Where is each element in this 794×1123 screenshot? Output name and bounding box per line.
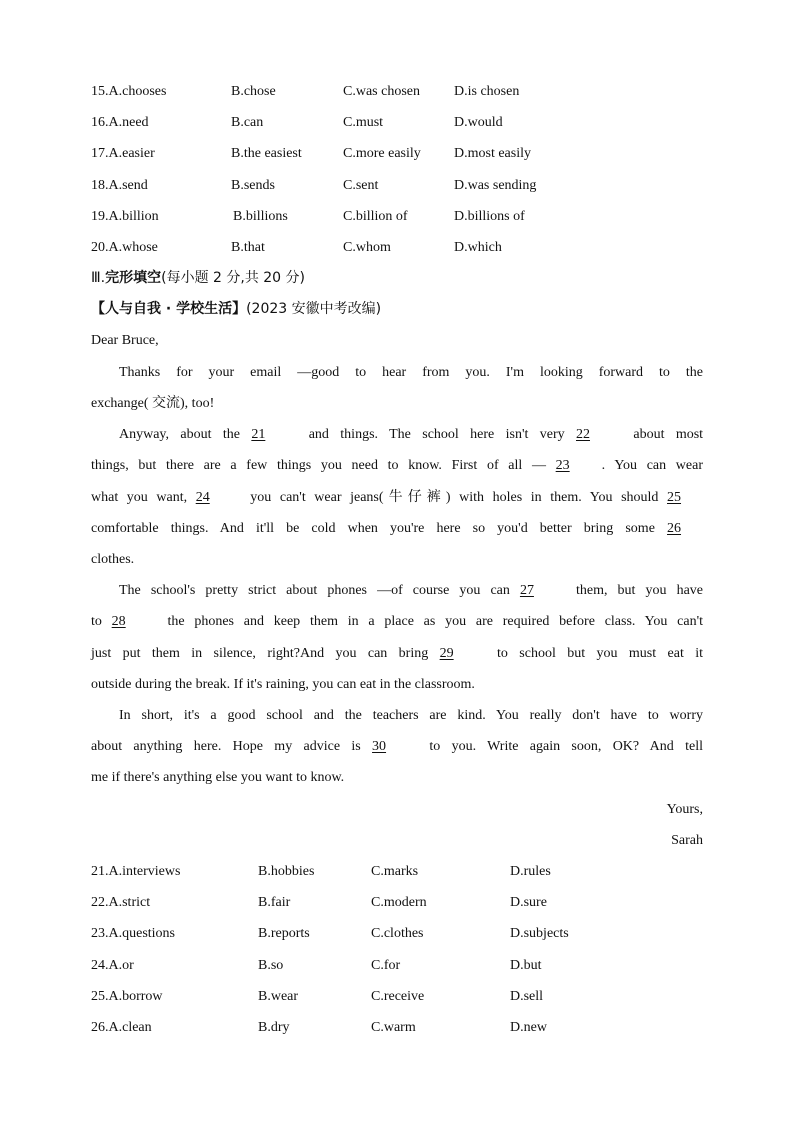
option-row-26 <box>91 1018 711 1038</box>
option-c: C.billion of <box>343 209 408 224</box>
text-segment: comfortable things. And it'll be cold when you're here so you'd better bring some <box>91 521 655 536</box>
text-segment: about most <box>633 427 704 442</box>
paragraph-4-line-1: In short, it's a good school and the teachers are kind. You really don't have to worry <box>119 708 703 723</box>
blank-29: 29 <box>439 646 454 661</box>
option-row-16 <box>91 113 711 133</box>
section-score: (每小题 2 分,共 20 分) <box>161 270 306 286</box>
option-row-19 <box>91 207 711 227</box>
paragraph-2-line-2 <box>91 456 703 476</box>
text-segment: what you want, <box>91 490 188 505</box>
option-a: 22.A.strict <box>91 895 151 910</box>
option-b: B.billions <box>233 209 288 224</box>
text-segment: to you. Write again soon, OK? And tell <box>429 739 704 754</box>
option-a: 15.A.chooses <box>91 84 167 99</box>
option-c: C.was chosen <box>343 84 420 99</box>
blank-25: 25 <box>667 490 682 505</box>
option-row-21 <box>91 862 711 882</box>
option-c: C.modern <box>371 895 427 910</box>
text-segment: you can't wear jeans(牛仔裤) with holes in them. You should <box>250 490 659 505</box>
option-a: 24.A.or <box>91 958 134 973</box>
option-a: 18.A.send <box>91 178 148 193</box>
option-row-17 <box>91 144 711 164</box>
option-a: 16.A.need <box>91 115 149 130</box>
option-b: B.can <box>231 115 264 130</box>
option-b: B.dry <box>258 1020 290 1035</box>
option-b: B.chose <box>231 84 276 99</box>
paragraph-2-line-3 <box>91 488 703 508</box>
text-segment: The school's pretty strict about phones —of course you can <box>119 583 510 598</box>
option-row-22 <box>91 893 711 913</box>
topic-line <box>91 299 703 319</box>
option-row-20 <box>91 238 711 258</box>
option-b: B.fair <box>258 895 291 910</box>
option-d: D.is chosen <box>454 84 520 99</box>
paragraph-2-line-4 <box>91 519 703 539</box>
text-segment: Anyway, about the <box>119 427 240 442</box>
option-b: B.wear <box>258 989 299 1004</box>
section-numeral: Ⅲ. <box>91 270 106 286</box>
option-a: 20.A.whose <box>91 240 158 255</box>
option-c: C.must <box>343 115 384 130</box>
option-a: 19.A.billion <box>91 209 159 224</box>
text-segment: things, but there are a few things you need to know. First of all — <box>91 458 546 473</box>
paragraph-4-line-3: me if there's anything else you want to know. <box>91 770 345 785</box>
option-a: 21.A.interviews <box>91 864 181 879</box>
text-segment: to <box>91 614 102 629</box>
option-d: D.most easily <box>454 146 531 161</box>
blank-26: 26 <box>667 521 682 536</box>
paragraph-3-line-3 <box>91 644 703 664</box>
blank-21: 21 <box>251 427 266 442</box>
blank-22: 22 <box>575 427 590 442</box>
option-d: D.sure <box>510 895 547 910</box>
letter-signature: Sarah <box>671 833 703 848</box>
text-segment: to school but you must eat it <box>497 646 704 661</box>
option-d: D.billions of <box>454 209 525 224</box>
text-segment: just put them in silence, right?And you can bring <box>91 646 429 661</box>
section-heading <box>91 268 703 288</box>
blank-27: 27 <box>519 583 534 598</box>
paragraph-1-line-2: exchange( 交流), too! <box>91 396 215 411</box>
option-d: D.new <box>510 1020 547 1035</box>
option-d: D.rules <box>510 864 551 879</box>
text-segment: and things. The school here isn't very <box>308 427 565 442</box>
topic-source: (2023 安徽中考改编) <box>246 301 382 317</box>
option-c: C.sent <box>343 178 379 193</box>
letter-greeting: Dear Bruce, <box>91 333 159 348</box>
option-b: B.hobbies <box>258 864 315 879</box>
option-a: 26.A.clean <box>91 1020 152 1035</box>
option-b: B.so <box>258 958 284 973</box>
text-segment: the phones and keep them in a place as you are required before class. You can't <box>167 614 703 629</box>
option-d: D.was sending <box>454 178 537 193</box>
paragraph-3-line-2 <box>91 612 703 632</box>
blank-23: 23 <box>555 458 570 473</box>
option-b: B.reports <box>258 926 310 941</box>
option-c: C.clothes <box>371 926 424 941</box>
paragraph-1-line-1: Thanks for your email —good to hear from you. I'm looking forward to the <box>119 365 703 380</box>
option-d: D.but <box>510 958 542 973</box>
option-c: C.warm <box>371 1020 416 1035</box>
option-b: B.sends <box>231 178 275 193</box>
blank-28: 28 <box>111 614 126 629</box>
section-title: 完形填空 <box>105 270 162 286</box>
text-segment: . You can wear <box>601 458 704 473</box>
option-b: B.that <box>231 240 265 255</box>
paragraph-2-line-1 <box>119 425 703 445</box>
paragraph-3-line-4: outside during the break. If it's raining, you can eat in the classroom. <box>91 677 475 692</box>
option-a: 17.A.easier <box>91 146 155 161</box>
paragraph-4-line-2 <box>91 737 703 757</box>
option-c: C.whom <box>343 240 391 255</box>
option-b: B.the easiest <box>231 146 302 161</box>
topic-tag: 【人与自我 · 学校生活】 <box>91 301 247 317</box>
option-row-23 <box>91 924 711 944</box>
option-row-18 <box>91 176 711 196</box>
option-d: D.which <box>454 240 502 255</box>
option-d: D.subjects <box>510 926 569 941</box>
option-row-25 <box>91 987 711 1007</box>
paragraph-2-line-5: clothes. <box>91 552 135 567</box>
option-a: 25.A.borrow <box>91 989 163 1004</box>
option-c: C.receive <box>371 989 425 1004</box>
option-c: C.marks <box>371 864 419 879</box>
option-a: 23.A.questions <box>91 926 175 941</box>
option-row-15 <box>91 82 711 102</box>
text-segment: them, but you have <box>576 583 703 598</box>
paragraph-3-line-1 <box>119 581 703 601</box>
letter-closing: Yours, <box>666 802 703 817</box>
option-d: D.sell <box>510 989 544 1004</box>
text-segment: about anything here. Hope my advice is <box>91 739 361 754</box>
option-d: D.would <box>454 115 503 130</box>
blank-24: 24 <box>195 490 210 505</box>
option-c: C.more easily <box>343 146 421 161</box>
option-row-24 <box>91 956 711 976</box>
blank-30: 30 <box>372 739 387 754</box>
option-c: C.for <box>371 958 401 973</box>
